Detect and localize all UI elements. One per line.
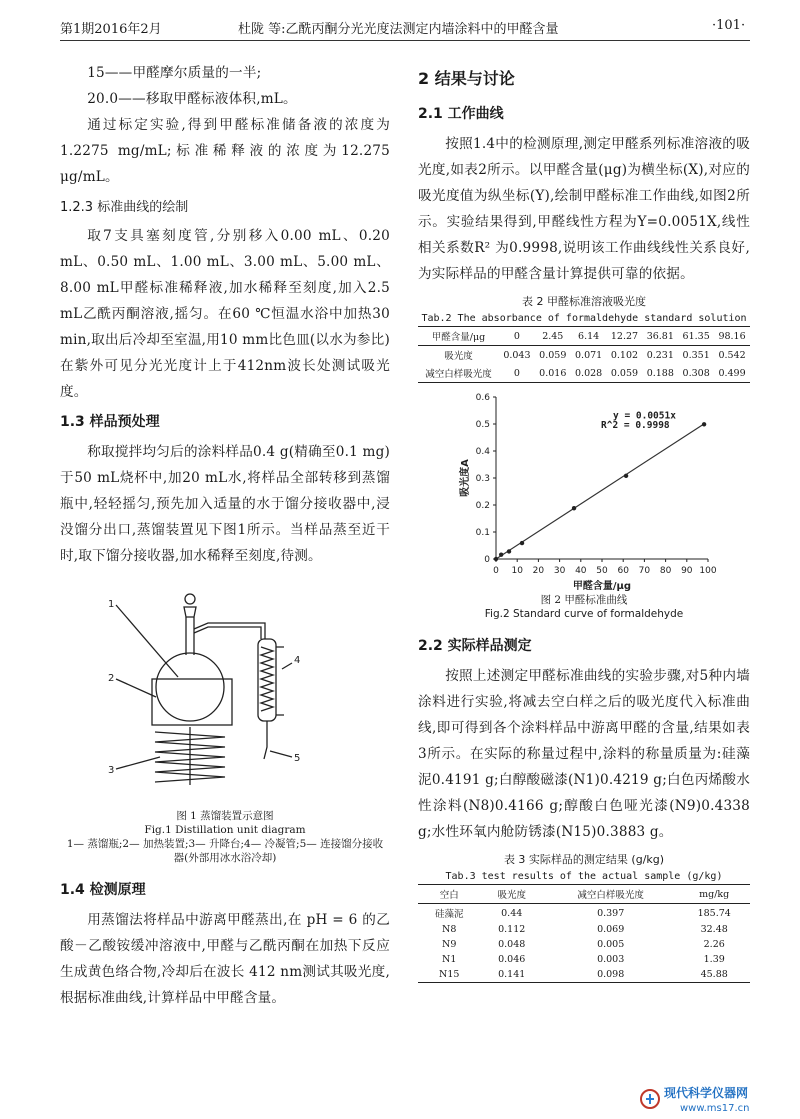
paragraph-actual-samples: 按照上述测定甲醛标准曲线的实验步骤,对5种内墙涂料进行实验,将减去空白样之后的吸光度代入标准曲线,即可得到各个涂料样品中游离甲醛的含量,结果如表3所示。在实际的称量过程中,涂料的称量质量为:硅藻泥0.4191 g;白醇酸磁漆(N1)0.4219 g;白色丙烯酸水性涂料(N8)0.4166 g;醇酸白色哑光漆(N9)0.4338 g;水性环氧内舱防锈漆(N15)0.3883 g。 — [418, 668, 750, 840]
fig2-caption-cn: 图 2 甲醛标准曲线 — [540, 594, 628, 606]
x-tick-label: 10 — [511, 566, 523, 576]
paragraph-calibration: 通过标定实验,得到甲醛标准储备液的浓度为1.2275 mg/mL;标准稀释液的浓度为12.275 μg/mL。 — [60, 117, 390, 185]
table-cell: 0.102 — [610, 349, 639, 361]
table-cell: 0.542 — [718, 349, 746, 361]
table-cell: 0.351 — [682, 349, 710, 361]
table-cell: 0.043 — [503, 349, 531, 361]
table-cell: N1 — [442, 954, 457, 965]
formula-note-2: 20.0——移取甲醛标液体积,mL。 — [87, 91, 297, 107]
table-cell: 吸光度 — [444, 351, 473, 362]
r2-annotation: R^2 = 0.9998 — [601, 420, 670, 432]
y-tick-label: 0.4 — [475, 447, 490, 457]
x-tick-label: 60 — [617, 566, 629, 576]
fig1-legend: 1— 蒸馏瓶;2— 加热装置;3— 升降台;4— 冷凝管;5— 连接馏分接收器(外部用冰水浴冷却) — [66, 838, 384, 864]
running-title: 杜陇 等:乙酰丙酮分光光度法测定内墙涂料中的甲醛含量 — [238, 22, 559, 37]
x-tick-label: 50 — [596, 566, 608, 576]
x-tick-label: 90 — [681, 566, 693, 576]
table-row — [418, 327, 750, 346]
table-cell: 45.88 — [678, 967, 750, 983]
table-cell: 32.48 — [700, 924, 728, 935]
fig1-label-4: 4 — [294, 655, 301, 666]
table-cell: 甲醛含量/μg — [418, 327, 499, 346]
heading-1-2-3: 1.2.3 标准曲线的绘制 — [60, 200, 189, 215]
table-cell: 0.231 — [646, 349, 674, 361]
table-cell: 2.26 — [703, 939, 725, 950]
table-cell: 0.112 — [498, 924, 526, 935]
table-cell: 减空白样吸光度 — [418, 364, 499, 383]
distillation-diagram — [60, 577, 390, 809]
data-point — [499, 552, 503, 556]
table-row — [418, 364, 750, 383]
paragraph-standard-curve: 取7支具塞刻度管,分别移入0.00 mL、0.20 mL、0.50 mL、1.00 mL、3.00 mL、5.00 mL、8.00 mL甲醛标准稀释液,加水稀释至刻度,加入2.5 mL乙酰丙酮溶液,摇匀。在60 ℃恒温水浴中加热30 min,取出后冷却至室温,用10 mm比色皿(以水为参比)在紫外可见分光光度计上于412nm波长处测试吸光度。 — [60, 228, 390, 400]
table-cell: 0.059 — [539, 349, 567, 361]
y-tick-label: 0.6 — [475, 393, 490, 403]
data-point — [572, 506, 576, 510]
table2-caption-cn: 表 2 甲醛标准溶液吸光度 — [522, 295, 646, 308]
heading-2: 2 结果与讨论 — [418, 69, 515, 88]
table-header-cell: 减空白样吸光度 — [543, 885, 678, 904]
page-number: ·101· — [712, 18, 746, 33]
table-row — [418, 346, 750, 365]
trendline — [496, 424, 704, 559]
right-column — [418, 60, 750, 983]
header-rule — [60, 40, 750, 41]
fig1-label-1: 1 — [108, 599, 115, 610]
table-cell: 0.071 — [575, 349, 603, 361]
x-tick-label: 100 — [699, 566, 717, 576]
y-tick-label: 0.5 — [475, 420, 490, 430]
issue-label: 第1期2016年2月 — [60, 22, 162, 37]
x-tick-label: 80 — [659, 566, 672, 576]
x-tick-label: 0 — [493, 566, 499, 576]
table-header-cell: mg/kg — [678, 885, 750, 904]
y-tick-label: 0 — [484, 555, 490, 565]
table-cell: N9 — [442, 939, 457, 950]
standard-curve-chart — [418, 383, 750, 593]
table-cell: 36.81 — [642, 327, 678, 346]
table-cell: 0.059 — [607, 364, 643, 383]
table-header-row — [418, 885, 750, 904]
paragraph-working-curve: 按照1.4中的检测原理,测定甲醛系列标准溶液的吸光度,如表2所示。以甲醛含量(μg)为横坐标(X),对应的吸光度值为纵坐标(Y),绘制甲醛标准工作曲线,如图2所示。实验结果得到,甲醛线性方程为Y=0.0051X,线性相关系数R² 为0.9998,说明该工作曲线线性关系良好,为实际样品的甲醛含量计算提供可靠的依据。 — [418, 136, 750, 282]
table-cell: 0.046 — [498, 954, 526, 965]
table-cell: 0.397 — [597, 907, 625, 919]
y-tick-label: 0.2 — [475, 501, 490, 511]
fig1-label-2: 2 — [108, 673, 115, 684]
watermark-logo — [640, 1083, 800, 1115]
table-row — [418, 904, 750, 923]
table-cell: 98.16 — [714, 327, 750, 346]
x-axis-label: 甲醛含量/μg — [572, 581, 632, 592]
heading-2-1: 2.1 工作曲线 — [418, 106, 504, 122]
table-cell: 0.005 — [597, 939, 625, 950]
table-cell: 185.74 — [697, 907, 731, 919]
x-tick-label: 40 — [575, 566, 587, 576]
data-point — [520, 541, 524, 545]
table-cell: 0.141 — [480, 967, 542, 983]
y-tick-label: 0.1 — [475, 528, 490, 538]
table-cell: 0.048 — [498, 939, 526, 950]
left-column — [60, 60, 390, 1011]
heading-2-2: 2.2 实际样品测定 — [418, 638, 532, 654]
table-cell: 0 — [499, 327, 535, 346]
table-cell: N8 — [442, 924, 457, 935]
table-header-cell: 空白 — [418, 885, 480, 904]
table-cell: 2.45 — [535, 327, 571, 346]
x-tick-label: 70 — [638, 566, 651, 576]
heading-1-4: 1.4 检测原理 — [60, 882, 146, 898]
watermark-name: 现代科学仪器网 — [664, 1086, 749, 1100]
fig2-caption-en: Fig.2 Standard curve of formaldehyde — [484, 608, 684, 620]
table-row — [418, 967, 750, 983]
fig1-label-3: 3 — [108, 765, 115, 776]
table3-caption-en: Tab.3 test results of the actual sample (g/kg) — [445, 871, 723, 882]
table-cell: 0 — [499, 364, 535, 383]
table2-caption-en: Tab.2 The absorbance of formaldehyde standard solution — [421, 313, 747, 324]
table-cell: N15 — [418, 967, 480, 983]
paragraph-principle: 用蒸馏法将样品中游离甲醛蒸出,在 pH = 6 的乙酸－乙酸铵缓冲溶液中,甲醛与乙酰丙酮在加热下反应生成黄色络合物,冷却后在波长 412 nm测试其吸光度,根据标准曲线,计算样品中甲醛含量。 — [60, 912, 390, 1006]
data-point — [507, 549, 511, 553]
table-cell: 0.44 — [501, 907, 523, 919]
data-point — [494, 557, 498, 561]
data-point — [702, 422, 706, 426]
data-point — [624, 474, 628, 478]
table-row — [418, 922, 750, 937]
table-3 — [418, 884, 750, 983]
table-cell: 12.27 — [607, 327, 643, 346]
x-tick-label: 30 — [553, 566, 566, 576]
formula-note-1: 15——甲醛摩尔质量的一半; — [87, 65, 262, 81]
table-cell: 61.35 — [678, 327, 714, 346]
table-cell: 0.016 — [535, 364, 571, 383]
fig1-label-5: 5 — [294, 753, 301, 764]
watermark-url: www.ms17.cn — [680, 1103, 750, 1114]
table-cell: 0.028 — [571, 364, 607, 383]
figure-2 — [418, 383, 750, 593]
table-cell: 0.098 — [543, 967, 678, 983]
paragraph-pretreatment: 称取搅拌均匀后的涂料样品0.4 g(精确至0.1 mg)于50 mL烧杯中,加20 mL水,将样品全部转移到蒸馏瓶中,轻轻摇匀,预先加入适量的水于馏分接收器中,浸没馏分出口,蒸馏装置见下图1所示。当样品蒸至近干时,取下馏分接收器,加水稀释至刻度,待测。 — [60, 444, 390, 564]
fig1-caption-cn: 图 1 蒸馏装置示意图 — [176, 810, 274, 822]
table-cell: 0.003 — [597, 954, 625, 965]
table-row — [418, 937, 750, 952]
y-axis-label: 吸光度A — [460, 459, 471, 497]
table-cell: 0.308 — [678, 364, 714, 383]
table-cell: 硅藻泥 — [434, 909, 464, 920]
table-header-cell: 吸光度 — [480, 885, 542, 904]
table-2 — [418, 326, 750, 383]
table-cell: 0.499 — [714, 364, 750, 383]
table3-caption-cn: 表 3 实际样品的测定结果 (g/kg) — [503, 853, 665, 866]
table-cell: 0.188 — [642, 364, 678, 383]
fig1-caption-en: Fig.1 Distillation unit diagram — [144, 824, 306, 836]
table-cell: 6.14 — [571, 327, 607, 346]
equation-annotation: y = 0.0051x — [613, 410, 676, 422]
running-header — [0, 0, 800, 44]
x-tick-label: 20 — [532, 566, 545, 576]
table-cell: 1.39 — [703, 954, 725, 965]
table-cell: 0.069 — [597, 924, 625, 935]
table-row — [418, 952, 750, 967]
y-tick-label: 0.3 — [475, 474, 490, 484]
heading-1-3: 1.3 样品预处理 — [60, 414, 160, 430]
figure-1 — [60, 577, 390, 809]
